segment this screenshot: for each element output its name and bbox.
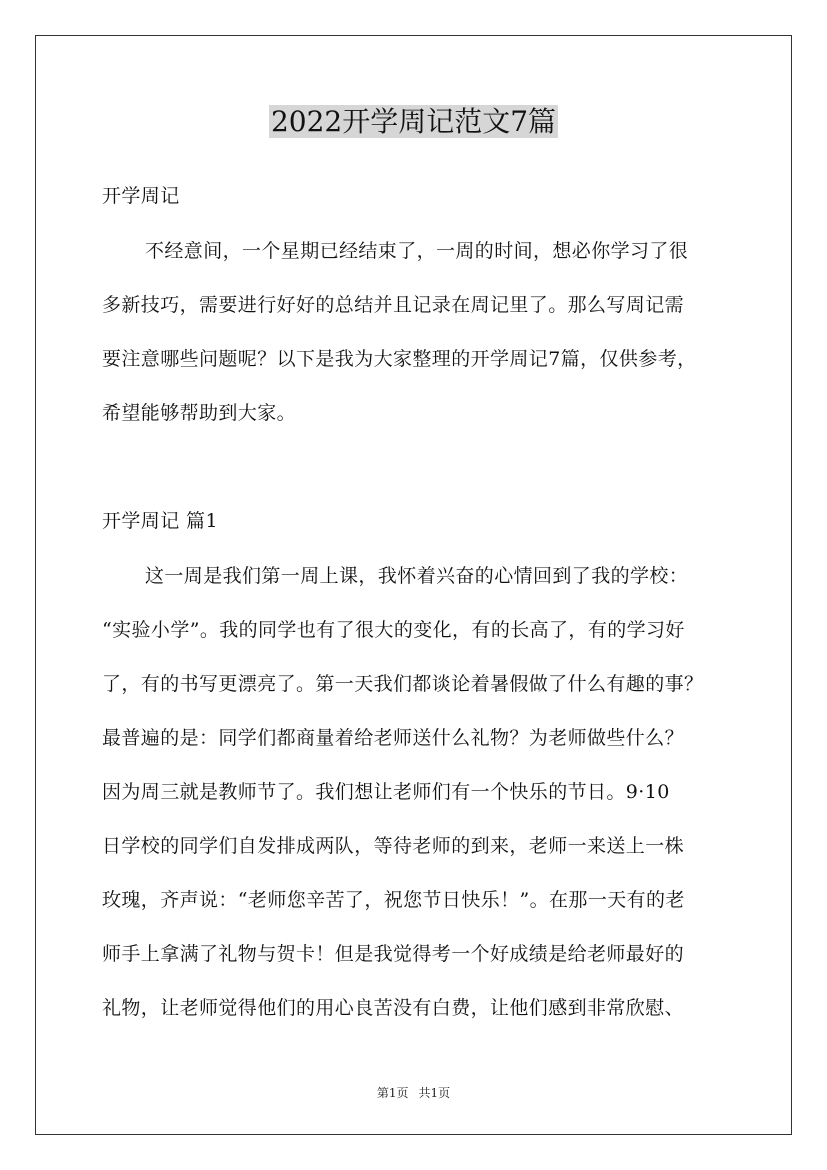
paragraph-line: 日学校的同学们自发排成两队，等待老师的到来，老师一来送上一株 (102, 835, 685, 857)
page-total: 共1页 (418, 1086, 451, 1100)
page-footer (0, 1084, 827, 1101)
title-text: 2022开学周记范文7篇 (270, 105, 557, 138)
section-heading-intro: 开学周记 (102, 185, 180, 207)
paragraph-line: 这一周是我们第一周上课，我怀着兴奋的心情回到了我的学校： (145, 565, 689, 587)
paragraph-line: “实验小学”。我的同学也有了很大的变化，有的长高了，有的学习好 (102, 619, 685, 641)
paragraph-line: 最普遍的是：同学们都商量着给老师送什么礼物？为老师做些什么？ (102, 727, 685, 749)
paragraph-line: 礼物，让老师觉得他们的用心良苦没有白费，让他们感到非常欣慰、 (102, 997, 685, 1019)
paragraph-line: 了，有的书写更漂亮了。第一天我们都谈论着暑假做了什么有趣的事？ (102, 673, 704, 695)
paragraph-line: 多新技巧，需要进行好好的总结并且记录在周记里了。那么写周记需 (102, 294, 685, 316)
paragraph-line: 师手上拿满了礼物与贺卡！但是我觉得考一个好成绩是给老师最好的 (102, 943, 685, 965)
section-heading-part1: 开学周记 篇1 (102, 510, 218, 532)
page-number: 第1页 (376, 1086, 409, 1100)
paragraph-line: 因为周三就是教师节了。我们想让老师们有一个快乐的节日。9·10 (102, 781, 670, 803)
paragraph-line: 玫瑰，齐声说：“老师您辛苦了，祝您节日快乐！”。在那一天有的老 (102, 889, 685, 911)
paragraph-line: 要注意哪些问题呢？以下是我为大家整理的开学周记7篇，仅供参考， (102, 348, 697, 370)
document-title (0, 100, 827, 144)
paragraph-line: 不经意间，一个星期已经结束了，一周的时间，想必你学习了很 (145, 240, 689, 262)
paragraph-line: 希望能够帮助到大家。 (102, 402, 297, 424)
